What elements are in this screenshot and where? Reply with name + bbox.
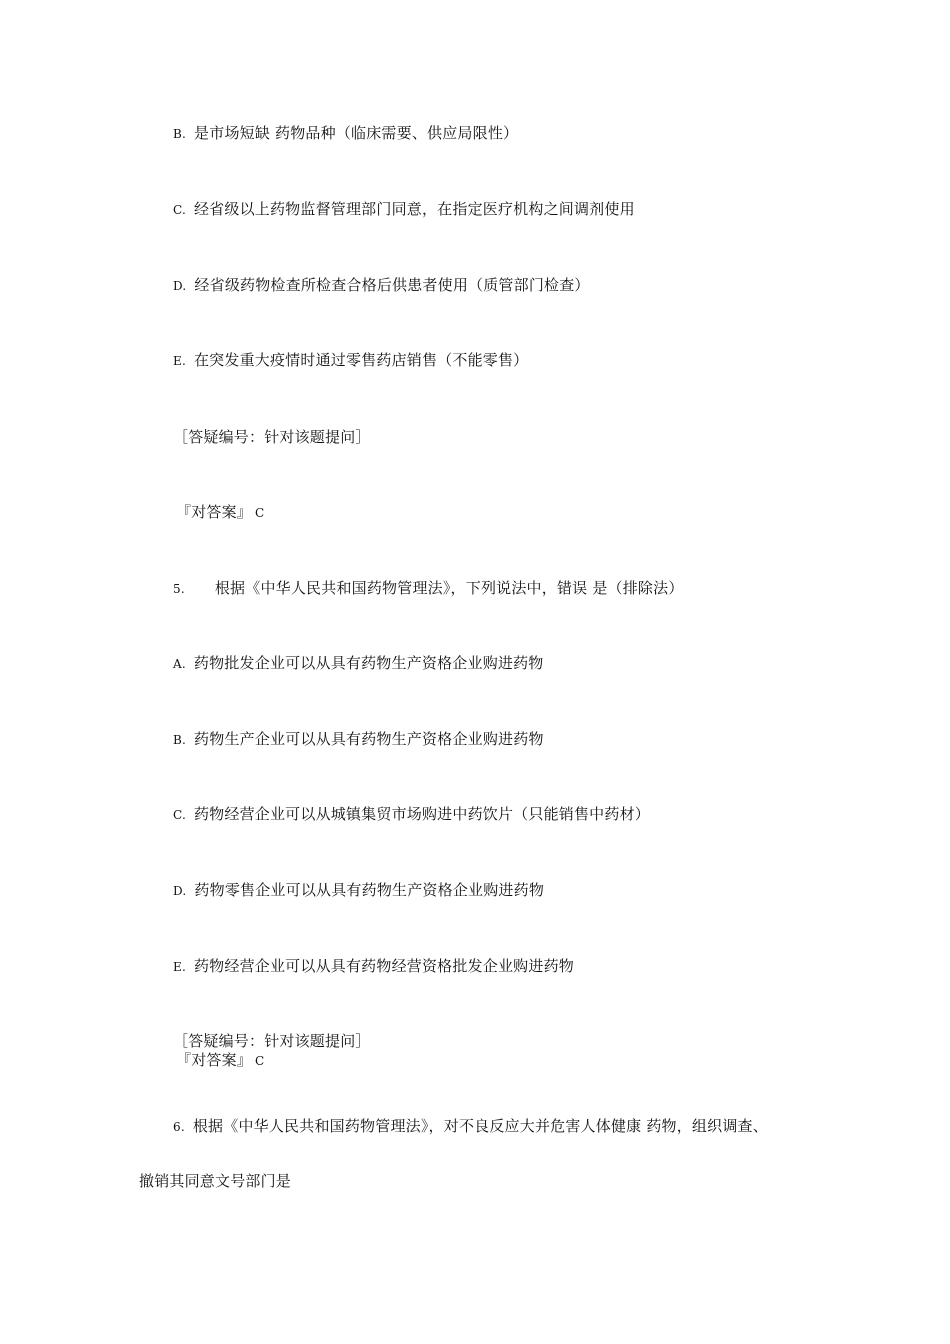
q5-option-b-letter: B. [173, 733, 187, 747]
q4-option-c [173, 199, 635, 220]
q6-stem-text-1: 根据《中华人民共和国药物管理法》，对不良反应大并危害人体健康 药物，组织调查、 [192, 1117, 768, 1135]
q6-number: 6. [173, 1120, 185, 1134]
q4-option-e [173, 350, 528, 371]
q5-number: 5. [173, 582, 185, 596]
q5-answer-key: C [255, 1054, 265, 1068]
q5-stem [173, 578, 684, 599]
q4-answer-key: C [255, 506, 265, 520]
q4-answer-label: 『对答案』 [176, 503, 253, 521]
q5-option-a-text: 药物批发企业可以从具有药物生产资格企业购进药物 [193, 654, 544, 672]
q5-option-b [173, 729, 544, 750]
q5-option-c-letter: C. [173, 808, 186, 822]
q5-qa-reference: ［答疑编号：针对该题提问］ [173, 1032, 371, 1050]
q4-option-d-text: 经省级药物检查所检查合格后供患者使用（质管部门检查） [194, 276, 590, 294]
q5-option-e-letter: E. [173, 960, 186, 974]
q5-option-d-text: 药物零售企业可以从具有药物生产资格企业购进药物 [194, 881, 545, 899]
q5-option-b-text: 药物生产企业可以从具有药物生产资格企业购进药物 [194, 730, 544, 748]
q5-option-c-text: 药物经营企业可以从城镇集贸市场购进中药饮片（只能销售中药材） [193, 805, 650, 823]
q5-stem-text: 根据《中华人民共和国药物管理法》，下列说法中，错误 是（排除法） [214, 579, 684, 597]
q5-answer [176, 1050, 264, 1071]
q5-option-e-text: 药物经营企业可以从具有药物经营资格批发企业购进药物 [193, 957, 574, 975]
q4-option-b-letter: B. [173, 127, 187, 141]
q6-stem-line2: 撤销其同意文号部门是 [139, 1172, 292, 1190]
q5-option-a [173, 653, 544, 674]
q5-option-c [173, 804, 650, 825]
q4-option-c-text: 经省级以上药物监督管理部门同意，在指定医疗机构之间调剂使用 [193, 200, 635, 218]
q4-option-d-letter: D. [173, 279, 187, 293]
q5-option-a-letter: A. [173, 657, 186, 671]
q4-option-b-text: 是市场短缺 药物品种（临床需要、供应局限性） [194, 124, 519, 142]
q4-answer [176, 502, 264, 523]
q4-option-e-letter: E. [173, 354, 186, 368]
q4-option-c-letter: C. [173, 203, 186, 217]
q4-option-b [173, 123, 518, 144]
q4-option-e-text: 在突发重大疫情时通过零售药店销售（不能零售） [193, 351, 529, 369]
q5-answer-label: 『对答案』 [176, 1051, 253, 1069]
q4-option-d [173, 275, 590, 296]
q5-option-e [173, 956, 574, 977]
q5-option-d [173, 880, 544, 901]
q5-option-d-letter: D. [173, 884, 187, 898]
q6-stem-line1 [173, 1116, 768, 1137]
q4-qa-reference: ［答疑编号：针对该题提问］ [173, 428, 371, 446]
